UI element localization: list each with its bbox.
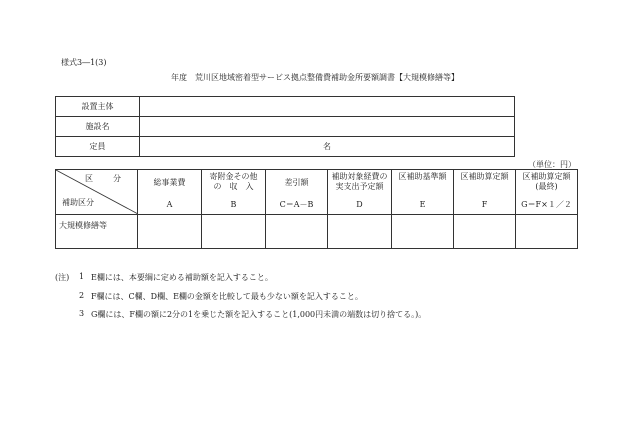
info-row-capacity bbox=[56, 137, 515, 157]
amount-cell-a[interactable] bbox=[138, 215, 202, 249]
column-label: 区補助算定額 (最終) bbox=[522, 172, 571, 191]
column-label: 差引額 bbox=[284, 178, 309, 187]
column-code: A bbox=[166, 200, 173, 209]
corner-bottom-label: 補助区分 bbox=[62, 198, 94, 207]
corner-cell bbox=[56, 170, 138, 215]
info-label: 設置主体 bbox=[56, 97, 140, 117]
note-number: 3 bbox=[79, 309, 85, 318]
info-label: 定員 bbox=[56, 137, 140, 157]
column-code: C＝A－B bbox=[279, 200, 314, 209]
facility-info-table bbox=[55, 96, 515, 157]
column-code: G＝F×１／２ bbox=[521, 200, 572, 209]
column-code: D bbox=[356, 200, 363, 209]
column-label: 補助対象経費の 実支出予定額 bbox=[331, 172, 388, 191]
notes-section bbox=[55, 272, 615, 332]
note-text: E欄には、本要綱に定める補助額を記入すること。 bbox=[91, 273, 273, 282]
column-code: E bbox=[419, 200, 426, 209]
info-row-establisher bbox=[56, 97, 515, 117]
column-label: 総事業費 bbox=[153, 178, 186, 187]
amount-cell-f[interactable] bbox=[454, 215, 516, 249]
note-text: G欄には、F欄の額に2分の1を乗じた額を記入すること(1,000円未満の端数は切り捨てる。)。 bbox=[91, 310, 427, 319]
amount-cell-c[interactable] bbox=[266, 215, 328, 249]
column-label: 区補助基準額 bbox=[398, 172, 447, 181]
note-number: 1 bbox=[79, 272, 85, 281]
notes-prefix: (注) bbox=[55, 273, 70, 282]
column-label: 寄附金その他 の 収 入 bbox=[209, 172, 258, 191]
info-value[interactable]: 名 bbox=[140, 137, 515, 157]
column-code: B bbox=[230, 200, 237, 209]
column-header-f bbox=[454, 170, 516, 215]
document-title: 年度 荒川区地域密着型サービス拠点整備費補助金所要額調書【大規模修繕等】 bbox=[171, 73, 459, 82]
amount-cell-b[interactable] bbox=[202, 215, 266, 249]
column-header-b bbox=[202, 170, 266, 215]
calc-header-row bbox=[56, 170, 578, 215]
amount-cell-e[interactable] bbox=[392, 215, 454, 249]
note-number: 2 bbox=[79, 291, 85, 300]
note-text: F欄には、C欄、D欄、E欄の金額を比較して最も少ない額を記入すること。 bbox=[91, 292, 363, 301]
info-label: 施設名 bbox=[56, 117, 140, 137]
unit-note: （単位：円） bbox=[528, 160, 576, 169]
form-number: 様式3―1(3) bbox=[61, 58, 107, 67]
column-header-c bbox=[266, 170, 328, 215]
amount-cell-g[interactable] bbox=[516, 215, 578, 249]
corner-top-label: 区 分 bbox=[85, 174, 127, 183]
subsidy-calc-table bbox=[55, 169, 578, 249]
column-label: 区補助算定額 bbox=[460, 172, 509, 181]
column-header-g bbox=[516, 170, 578, 215]
column-header-a bbox=[138, 170, 202, 215]
amount-cell-d[interactable] bbox=[328, 215, 392, 249]
info-value[interactable] bbox=[140, 97, 515, 117]
info-value[interactable] bbox=[140, 117, 515, 137]
row-label: 大規模修繕等 bbox=[56, 215, 138, 249]
column-header-d bbox=[328, 170, 392, 215]
table-row bbox=[56, 215, 578, 249]
info-row-facility-name bbox=[56, 117, 515, 137]
column-code: F bbox=[481, 200, 488, 209]
column-header-e bbox=[392, 170, 454, 215]
